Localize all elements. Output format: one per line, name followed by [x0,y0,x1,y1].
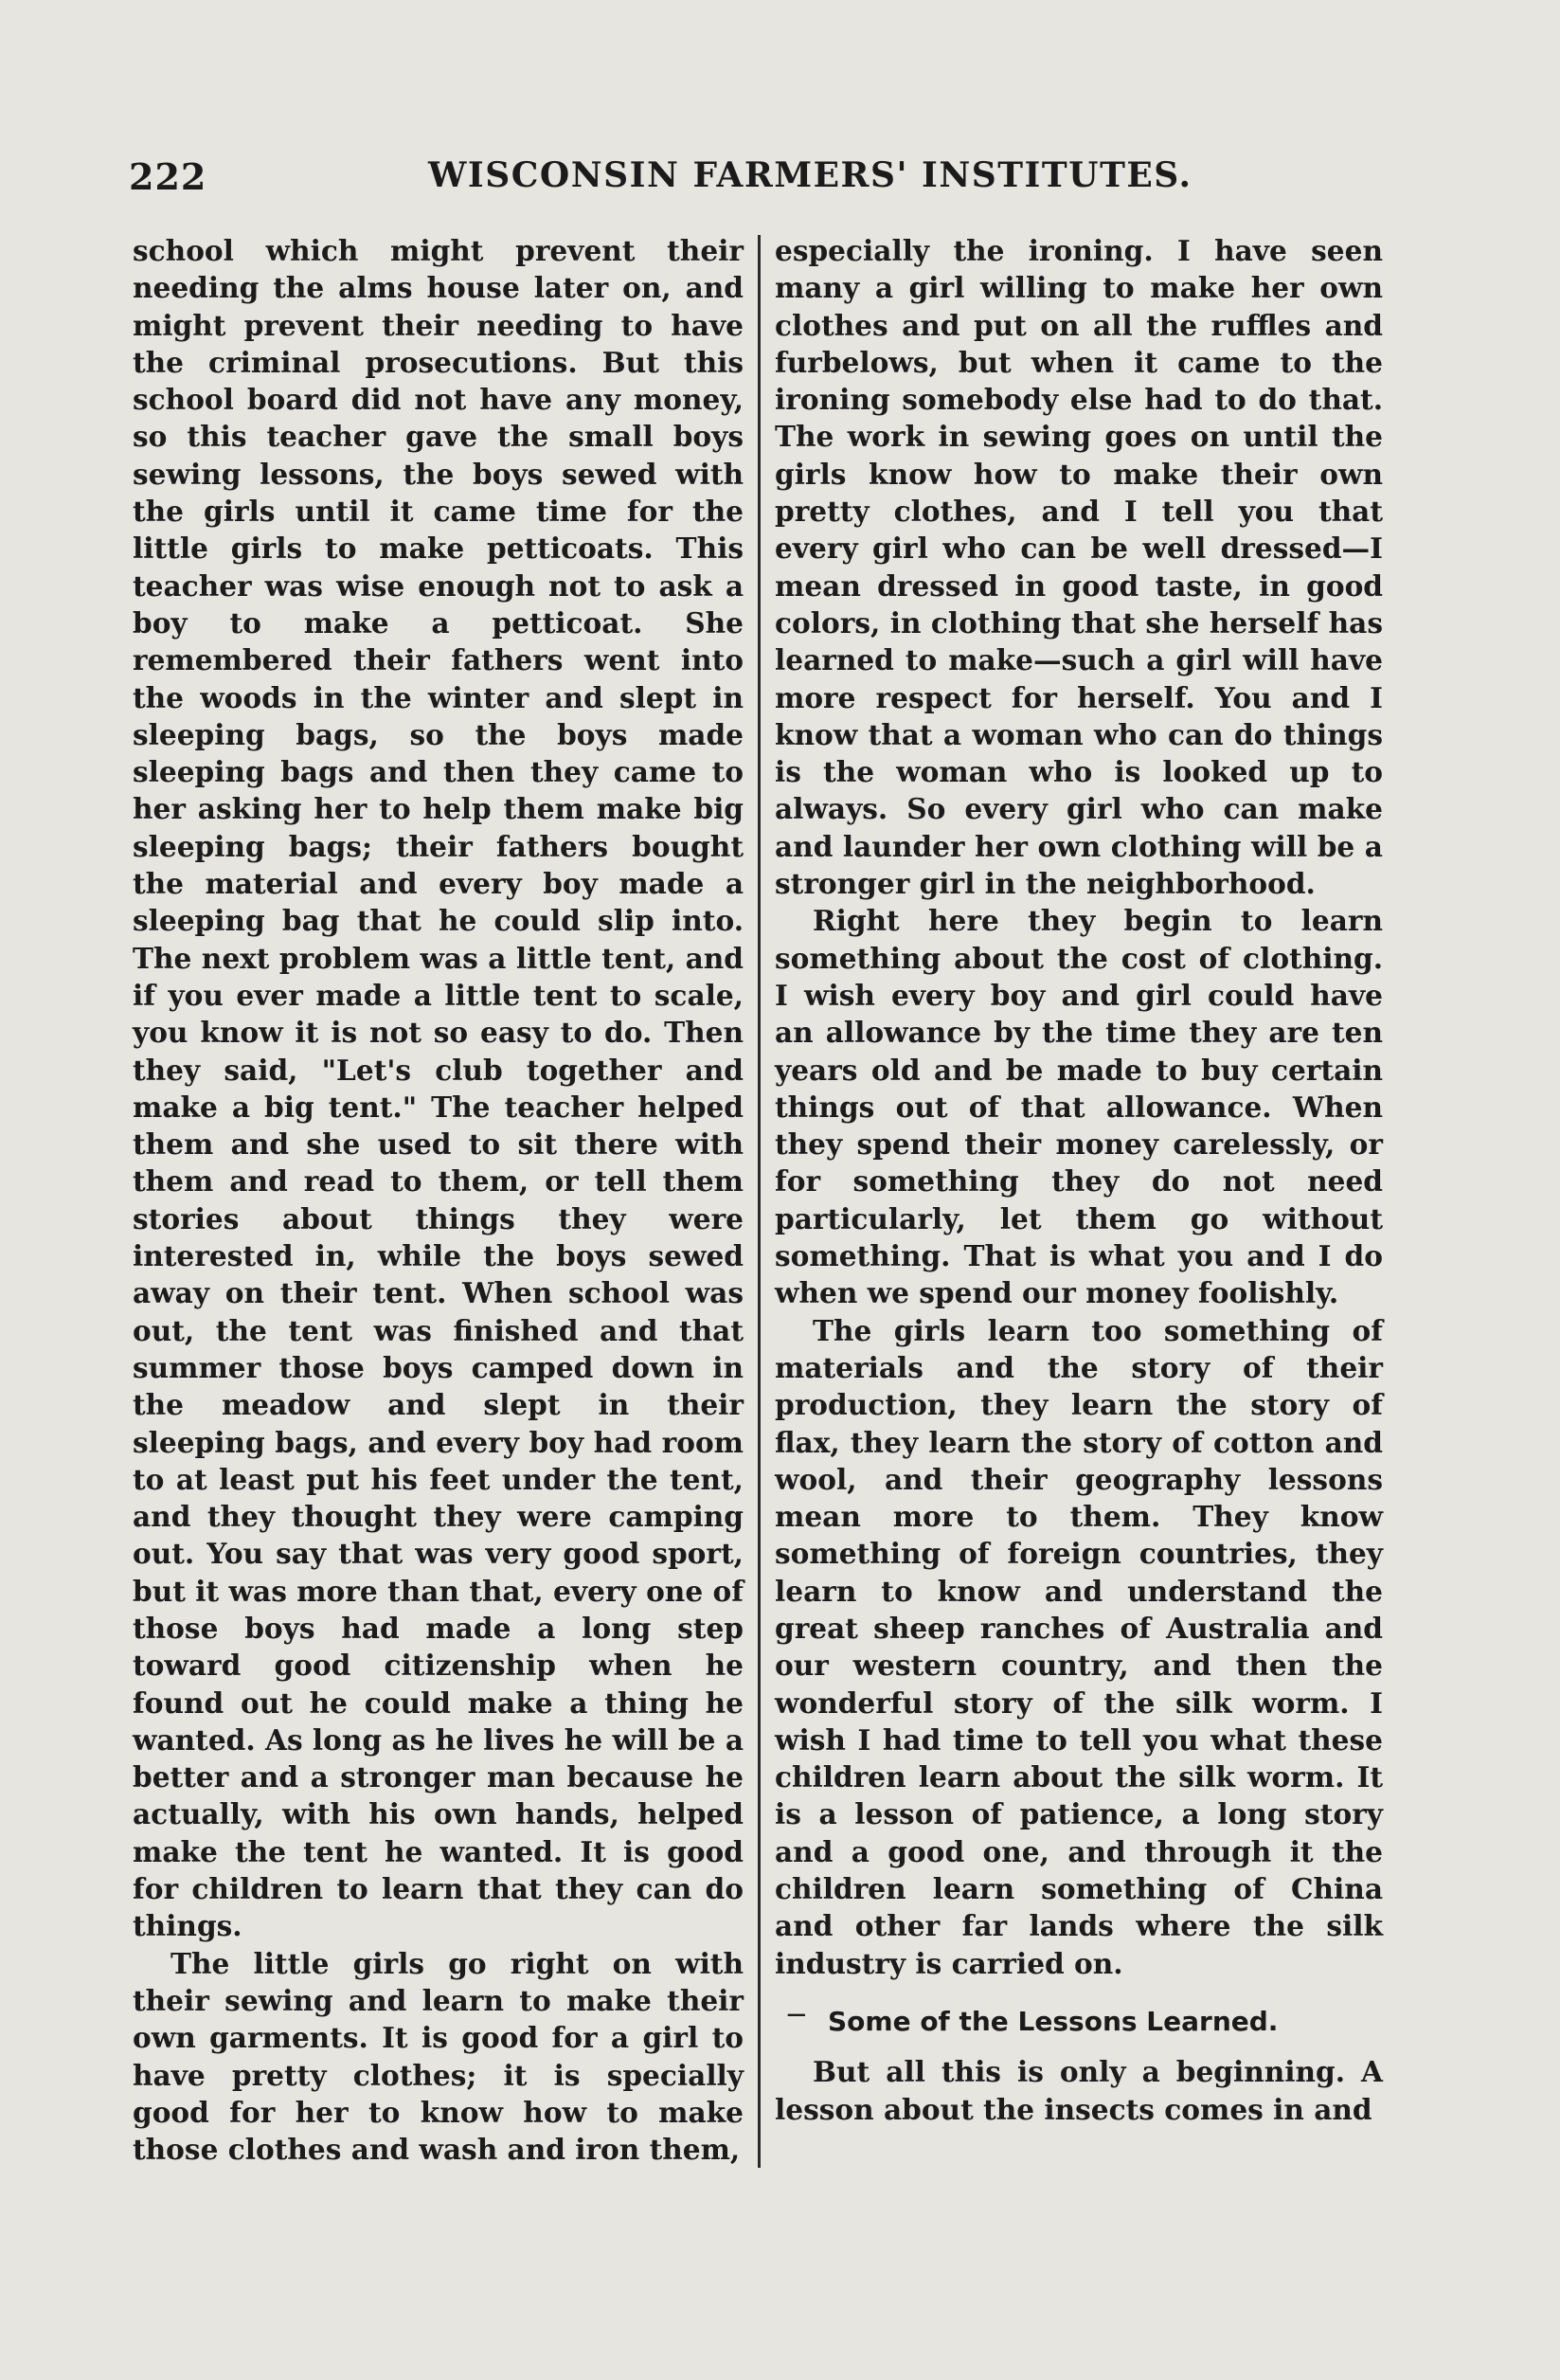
page-header [129,150,1398,207]
paragraph-materials: The girls learn too something of materials and the story of their production, they learn the story of flax, they learn the story of cotton and wool, and their geography lessons mean more to them. They know something of foreign countries, they learn to know and understand the great sheep ranches of Australia and our western country, and then the wonderful story of the silk worm. I wish I had time to tell you what these children learn about the silk worm. It is a lesson of patience, a long story and a good one, and through it the children learn something of China and other far lands where the silk industry is carried on. [775,1313,1383,1980]
right-column [775,232,1383,2128]
paragraph-insects: But all this is only a beginning. A lesson about the insects comes in and [775,2055,1383,2126]
paragraph-cost-of-clothing: Right here they begin to learn something about the cost of clothing. I wish every boy and girl could have an allowance by the time they are ten years old and be made to buy certain things out of that allowance. When they spend their money carelessly, or for something they do not need particularly, let them go without something. That is what you and I do when we spend our money foolishly. [775,904,1383,1310]
section-heading-text: Some of the Lessons Learned. [828,2005,1279,2037]
margin-dash-mark: ‒ [786,1993,807,2032]
section-heading [775,1993,1383,2040]
column-divider [758,235,761,2168]
running-head: WISCONSIN FARMERS' INSTITUTES. [428,155,1192,195]
page-number: 222 [129,155,207,198]
left-column [133,232,744,2168]
paragraph-girls-sewing: The little girls go right on with their sewing and learn to make their own garments. It is good for a girl to have pretty clothes; it is specially good for her to know how to make those clothes and wash and iron them, [133,1946,744,2167]
paragraph-ironing: especially the ironing. I have seen many a girl willing to make her own clothes and put on all the ruffles and furbelows, but when it came to the ironing somebody else had to do that. The work in sewing goes on until the girls know how to make their own pretty clothes, and I tell you that every girl who can be well dressed—I mean dressed in good taste, in good colors, in clothing that she herself has learned to make—such a girl will have more respect for herself. You and I know that a woman who can do things is the woman who is looked up to always. So every girl who can make and launder her own clothing will be a stronger girl in the neighborhood. [775,234,1383,901]
paragraph-school-board: school which might prevent their needing the alms house later on, and might prevent their needing to have the criminal prosecutions. But this school board did not have any money, so this teacher gave the small boys sewing lessons, the boys sewed with the girls until it came time for the little girls to make petticoats. This teacher was wise enough not to ask a boy to make a petticoat. She remembered their fathers went into the woods in the winter and slept in sleeping bags, so the boys made sleeping bags and then they came to her asking her to help them make big sleeping bags; their fathers bought the material and every boy made a sleeping bag that he could slip into. The next problem was a little tent, and if you ever made a little tent to scale, you know it is not so easy to do. Then they said, "Let's club together and make a big tent." The teacher helped them and she used to sit there with them and read to them, or tell them stories about things they were interested in, while the boys sewed away on their tent. When school was out, the tent was finished and that summer those boys camped down in the meadow and slept in their sleeping bags, and every boy had room to at least put his feet under the tent, and they thought they were camping out. You say that was very good sport, but it was more than that, every one of those boys had made a long step toward good citizenship when he found out he could make a thing he wanted. As long as he lives he will be a better and a stronger man because he actually, with his own hands, helped make the tent he wanted. It is good for children to learn that they can do things. [133,234,744,1943]
